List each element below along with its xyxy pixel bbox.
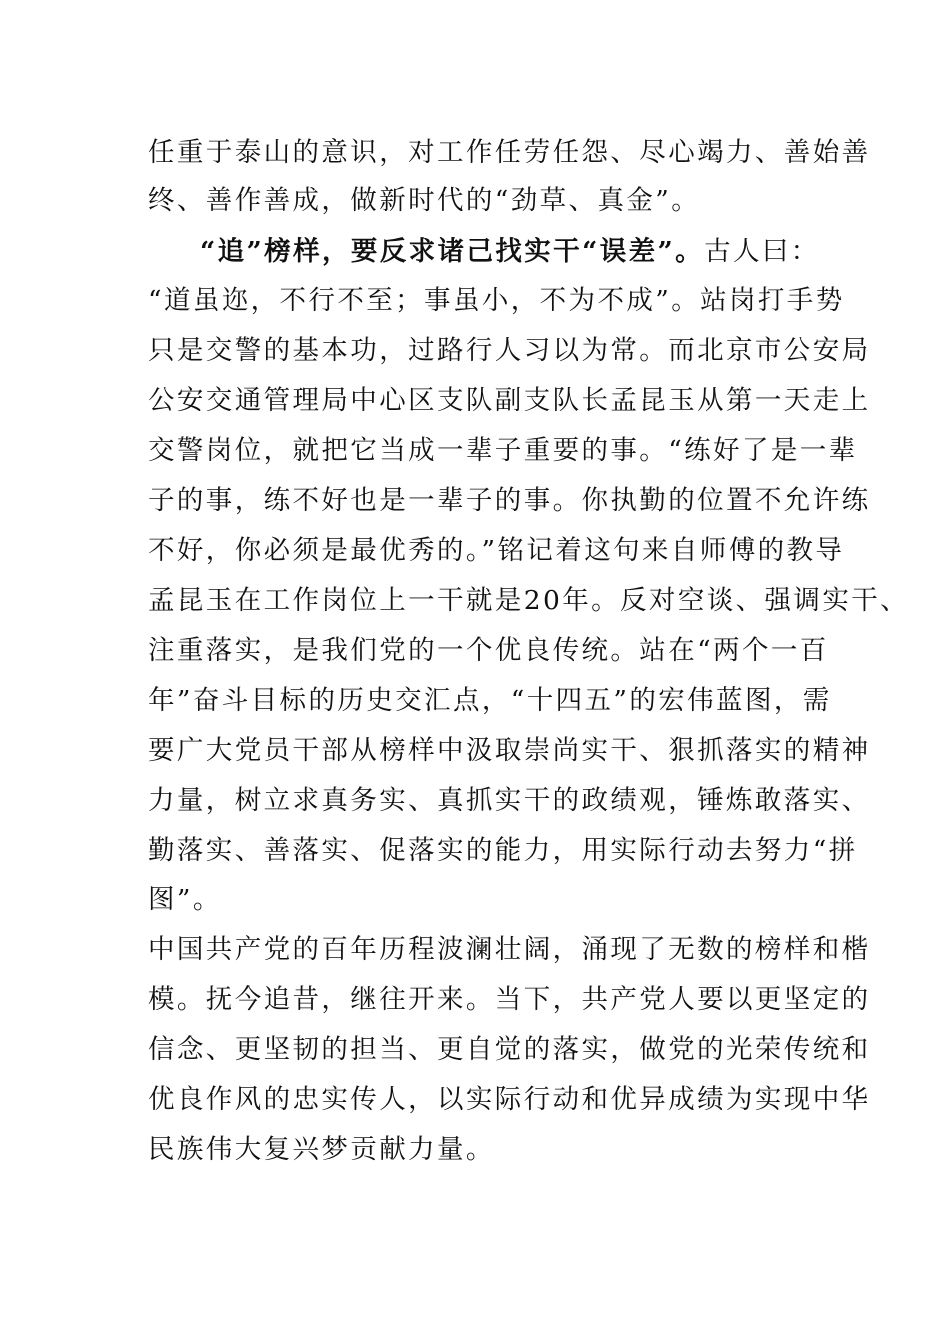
paragraph-line: 信念、更坚韧的担当、更自觉的落实，做党的光荣传统和 [148, 1034, 871, 1065]
paragraph-line: 力量，树立求真务实、真抓实干的政绩观，锤炼敢落实、 [148, 785, 871, 816]
paragraph-line: 终、善作善成，做新时代的“劲草、真金”。 [148, 185, 701, 216]
paragraph-line: 任重于泰山的意识，对工作任劳任怨、尽心竭力、善始善 [148, 137, 871, 168]
paragraph-line: 交警岗位，就把它当成一辈子重要的事。“练好了是一辈 [148, 435, 858, 466]
paragraph-line: 勤落实、善落实、促落实的能力，用实际行动去努力“拼 [148, 835, 858, 866]
paragraph-line: 民族伟大复兴梦贡献力量。 [148, 1134, 495, 1165]
paragraph-text: 古人曰： [704, 236, 820, 267]
paragraph-line: 要广大党员干部从榜样中汲取崇尚实干、狠抓落实的精神 [148, 735, 871, 766]
paragraph-line: 图”。 [148, 884, 222, 915]
paragraph-line: 年”奋斗目标的历史交汇点，“十四五”的宏伟蓝图，需 [148, 685, 832, 716]
paragraph-line: 只是交警的基本功，过路行人习以为常。而北京市公安局 [148, 335, 871, 366]
paragraph-line: 注重落实，是我们党的一个优良传统。站在“两个一百 [148, 635, 829, 666]
paragraph-line: 公安交通管理局中心区支队副支队长孟昆玉从第一天走上 [148, 385, 871, 416]
paragraph-line: “道虽迩，不行不至；事虽小，不为不成”。站岗打手势 [148, 285, 845, 316]
paragraph-line: 中国共产党的百年历程波澜壮阔，涌现了无数的榜样和楷 [148, 934, 871, 965]
paragraph-line: 子的事，练不好也是一辈子的事。你执勤的位置不允许练 [148, 485, 871, 516]
paragraph-line: 不好，你必须是最优秀的。”铭记着这句来自师傅的教导 [148, 535, 845, 566]
paragraph-line: 模。抚今追昔，继往开来。当下，共产党人要以更坚定的 [148, 984, 871, 1015]
section-heading: “追”榜样，要反求诸己找实干“误差”。 [200, 236, 705, 267]
paragraph-line: 孟昆玉在工作岗位上一干就是20年。反对空谈、强调实干、 [148, 585, 910, 616]
paragraph-line: 优良作风的忠实传人，以实际行动和优异成绩为实现中华 [148, 1084, 871, 1115]
section-heading-line [200, 235, 820, 269]
